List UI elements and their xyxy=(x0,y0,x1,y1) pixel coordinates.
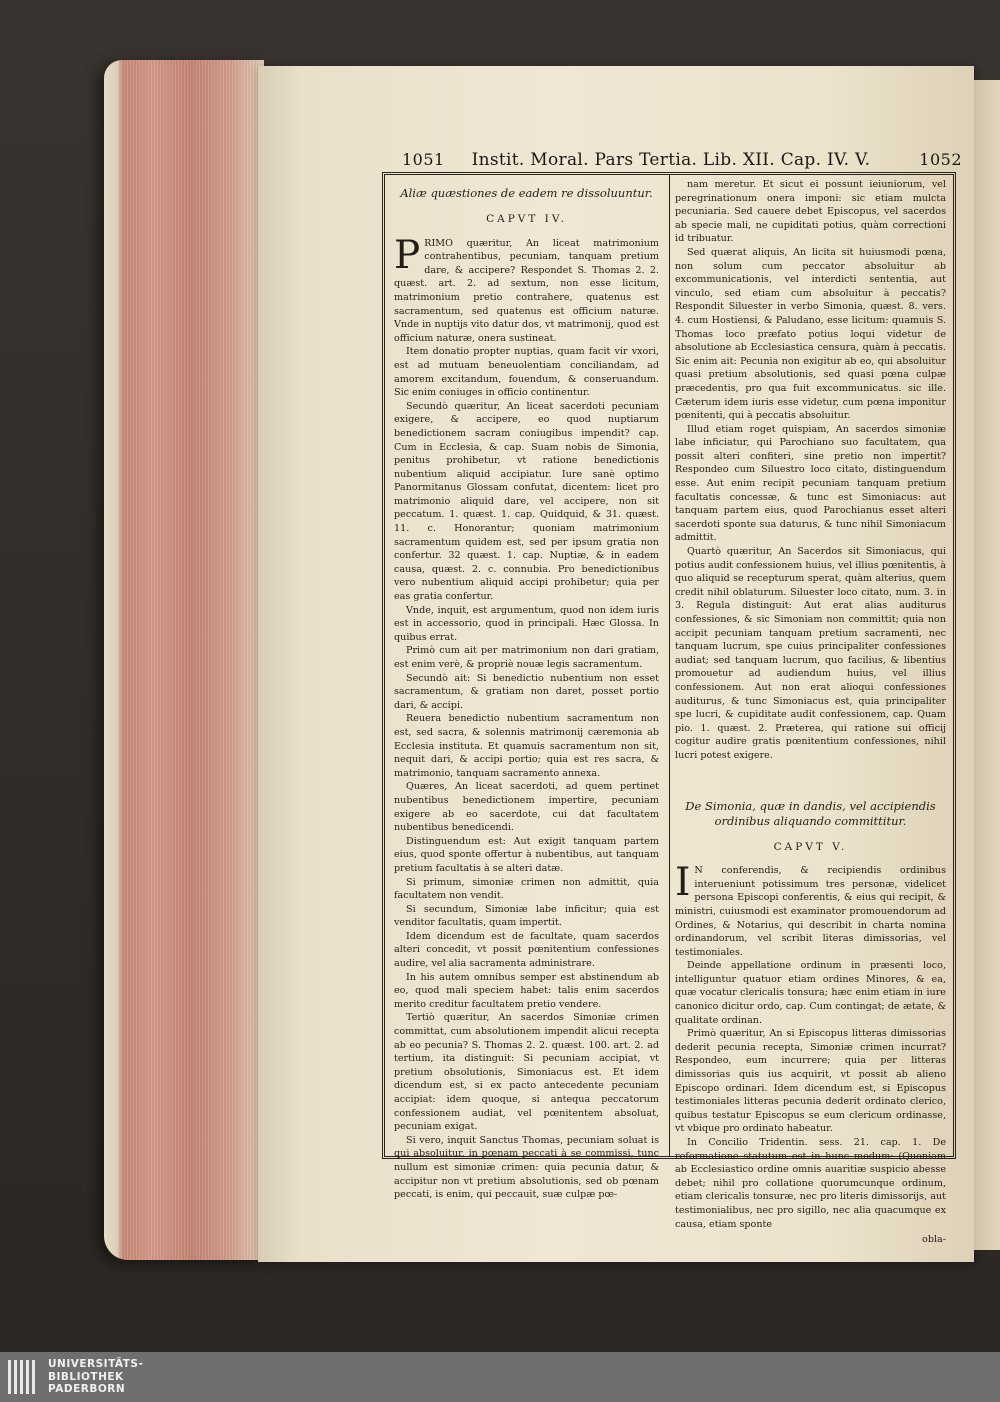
paragraph: Si vero, inquit Sanctus Thomas, pecuniam soluat is qui absoluitur, in pœnam peccati à se commissi, tunc nullum est simoniæ crimen: quia pecunia datur, & accipitur non vt pretium absolutionis, sed ob pœnam peccati, is enim, qui peccauit, suæ culpæ pœ- xyxy=(394,1134,659,1201)
paragraph: Item donatio propter nuptias, quam facit vir vxori, est ad mutuam beneuolentiam conciliandam, ad amorem excitandum, fouendum, & conseruandum. Sic enim coniuges in officio continentur. xyxy=(394,346,659,399)
paragraph: Primò cum ait per matrimonium non dari gratiam, est enim verè, & propriè nouæ legis sacramentum. xyxy=(394,645,659,670)
paragraph: PRIMO quæritur, An liceat matrimonium contrahentibus, pecuniam, tanquam pretium dare, & accipere? Respondet S. Thomas 2. 2. quæst. art. 2. ad sextum, non esse licitum, matrimonium pretio contrahere, quatenus est sacramentum, sed quatenus est officium naturæ. Vnde in nuptijs vito datur dos, vt matrimonij, quod est officium naturæ, onera sustineat. xyxy=(394,232,659,344)
section-title-chapter-4: Aliæ quæstiones de eadem re dissoluuntur. xyxy=(400,186,653,200)
page-number-left: 1051 xyxy=(402,150,445,169)
paragraph: Quartò quæritur, An Sacerdos sit Simoniacus, qui potius audit confessionem huius, vel illius pœnitentis, à quo aliquid se recepturum sperat, quàm alterius, quem credit nihil oblaturum. Siluester loco citato, num. 3. in 3. Regula distinguit: Aut erat alias auditurus confessiones, & sic Simoniam non committit; quia non accipit pecuniam tanquam pretium sacramenti, nec tanquam lucrum, spe cuius principaliter confessiones audiat; sed tanquam lucrum, quo facilius, & libentius promouetur ad audiendum huius, vel illius confessionem. Aut non erat alioqui confessiones auditurus, & tunc Simoniacus est, quia principaliter spe lucri, & cupiditate audit confessionem, cap. Quam pio. 1. quæst. 2. Præterea, qui ratione sui officij cogitur audire gratis pœnitentium confessiones, nihil lucri potest exigere. xyxy=(675,546,946,761)
caput-heading-4: CAPVT IV. xyxy=(486,213,567,225)
paragraph: Deinde appellatione ordinum in præsenti loco, intelliguntur quatuor etiam ordines Minores, & ea, quæ vocatur clericalis tonsura; hæc enim etiam in iure canonico dicitur ordo, cap. Cum contingat; de ætate, & qualitate ordinan. xyxy=(675,960,946,1026)
paragraph: Si secundum, Simoniæ labe inficitur; quia est venditor facultatis, quam impertit. xyxy=(394,903,659,929)
paragraph: Sed quærat aliquis, An licita sit huiusmodi pœna, non solum cum peccator absoluitur ab excommunicationis, vel interdicti sententia, aut vinculo, sed etiam cum absoluitur à peccatis? Respondit Siluester in verbo Simonia, quæst. 8. vers. 4. cum Hostiensi, & Paludano, esse licitum: quamuis S. Thomas loco præfato potius loqui videtur de absolutione ab Ecclesiastica censura, quàm à peccatis. Sic enim ait: Pecunia non exigitur ab eo, qui absoluitur quasi pretium absolutionis, sed quasi pœna culpæ præcedentis, pro qua fuit excommunicatus. sic ille. Cæterum idem iuris esse videtur, cum pœna imponitur pœnitenti, qui à peccatis absoluitur. xyxy=(675,246,946,422)
library-logo-text: UNIVERSITÄTS- BIBLIOTHEK PADERBORN xyxy=(48,1358,144,1395)
right-column xyxy=(675,178,946,1247)
paragraph: Primò quæritur, An si Episcopus litteras dimissorias dederit pecunia recepta, Simoniæ crimen incurrat? Respondeo, eum incurrere; quia per litteras dimissorias quis ius acquirit, vt possit ab alieno Episcopo ordinari. Idem dicendum est, si Episcopus testimoniales litteras pecunia dederit ordinato clerico, quibus testatur Episcopus se eum clericum ordinasse, vt vbique pro ordinato habeatur. xyxy=(675,1028,946,1135)
running-title: Instit. Moral. Pars Tertia. Lib. XII. Cap. IV. V. xyxy=(471,150,871,170)
paragraph: Idem dicendum est de facultate, quam sacerdos alteri concedit, vt possit pœnitentium confessiones audire, vel alia sacramenta administrare. xyxy=(394,930,659,970)
left-paragraphs xyxy=(394,232,659,1202)
left-column xyxy=(394,178,659,1202)
paragraph: Tertiò quæritur, An sacerdos Simoniæ crimen committat, cum absolutionem impendit alicui recepta ab eo pecunia? S. Thomas 2. 2. quæst. 100. art. 2. ad tertium, ita distinguit: Si pecuniam accipiat, vt pretium obsolutionis, Simoniacus est. Et idem dicendum est, si ex pacto antecedente pecuniam accipiat: idem quoque, si antequa peccatorum confessionem audiat, vel pœnitentem absoluat, pecuniam exigat. xyxy=(394,1012,659,1133)
paragraph: In his autem omnibus semper est abstinendum ab eo, quod mali speciem habet: talis enim sacerdos merito creditur facultatem pretio vendere. xyxy=(394,971,659,1010)
right-paragraphs-bottom xyxy=(675,860,946,1231)
paragraph: Illud etiam roget quispiam, An sacerdos simoniæ labe inficiatur, qui Parochiano suo facultatem, qua possit alteri confiteri, sine pretio non impertit? Respondeo cum Siluestro loco citato, distinguendum esse. Aut enim recipit pecuniam tanquam pretium facultatis concessæ, & tunc est Simoniacus: aut tanquam partem eius, quod Parochianus esset alteri sacerdoti sponte sua daturus, & tunc nihil Simoniacum admittit. xyxy=(675,423,946,544)
section-title-chapter-5: De Simonia, quæ in dandis, vel accipiendis ordinibus aliquando committitur. xyxy=(685,798,936,828)
catchword: obla- xyxy=(922,1234,946,1246)
paragraph: I N conferendis, & recipiendis ordinibus interueniunt potissimum tres personæ, videlicet persona Episcopi conferentis, & eius qui recipit, & ministri, cuiusmodi est examinator promouendorum ad Ordines, & Notarius, qui describit in charta nomina ordinandorum, vel scribit literas dimissorias, vel testimoniales. xyxy=(675,860,946,958)
paragraph: In Concilio Tridentin. sess. 21. cap. 1. De reformatione statutum est in hunc modum: (Quoniam ab Ecclesiastico ordine omnis auaritiæ suspicio abesse debet; nihil pro collatione quorumcunque ordinum, etiam clericalis tonsuræ, nec pro literis dimissorijs, aut testimonialibus, nec pro sigillo, nec alia quacumque ex causa, etiam sponte xyxy=(675,1137,946,1230)
paragraph: Secundò quæritur, An liceat sacerdoti pecuniam exigere, & accipere, eo quod nuptiarum benedictionem sacram coniugibus impendit? cap. Cum in Ecclesia, & cap. Suam nobis de Simonia, penitus prohibetur, vt ratione benedictionis nubentium aliquid accipiatur. Iure sanè optimo Panormitanus Glossam confutat, dicentem: licet pro matrimonio aliquid dare, vel accipere, non sit peccatum. 1. quæst. 1. cap. Quidquid, & 31. quæst. 11. c. Honorantur; quoniam matrimonium sacramentum quidem est, sed per ipsum gratia non confertur. 32 quæst. 1. cap. Nuptiæ, & in eadem causa, quæst. 2. c. connubia. Pro benedictionibus vero nubentium aliquid accipi prohibetur; quia per eas gratia confertur. xyxy=(394,400,659,603)
paragraph: nam meretur. Et sicut ei possunt ieiuniorum, vel peregrinationum onera imponi: sic etiam mulcta pecuniaria. Sed cauere debet Episcopus, vel sacerdos ab specie mali, ne cupiditati potius, quàm correctioni id tribuatur. xyxy=(675,179,946,245)
paragraph: Vnde, inquit, est argumentum, quod non idem iuris est in accessorio, quod in principali. Hæc Glossa. In quibus errat. xyxy=(394,604,659,643)
page-number-right: 1052 xyxy=(919,150,962,169)
caput-heading-5: CAPVT V. xyxy=(773,840,848,853)
facing-page-edge xyxy=(974,80,1000,1250)
paragraph: Si primum, simoniæ crimen non admittit, quia facultatem non vendit. xyxy=(394,876,659,902)
drop-initial: I xyxy=(675,860,691,906)
drop-initial: P xyxy=(394,232,421,278)
book-edge xyxy=(104,60,264,1260)
paragraph: Quæres, An liceat sacerdoti, ad quem pertinet nubentibus benedictionem impertire, pecuniam exigere ab eo sacerdote, cui dat facultatem nubentibus benedicendi. xyxy=(394,781,659,834)
paragraph: Distinguendum est: Aut exigit tanquam partem eius, quod sponte offertur à nubentibus, aut tanquam pretium facultatis à se alteri datæ. xyxy=(394,835,659,874)
right-paragraphs-top xyxy=(675,178,946,763)
column-divider xyxy=(669,174,670,1157)
paragraph: Reuera benedictio nubentium sacramentum non est, sed sacra, & solennis matrimonij cæremonia ab Ecclesia instituta. Et quamuis sacramentum non sit, nequit dari, & accipi portio; quia est res sacra, & matrimonio, tanquam sacramento annexa. xyxy=(394,713,659,779)
paragraph: Secundò ait: Si benedictio nubentium non esset sacramentum, & gratiam non daret, posset portio dari, & accipi. xyxy=(394,672,659,711)
library-logo-icon xyxy=(8,1360,38,1394)
library-footer xyxy=(0,1352,1000,1402)
